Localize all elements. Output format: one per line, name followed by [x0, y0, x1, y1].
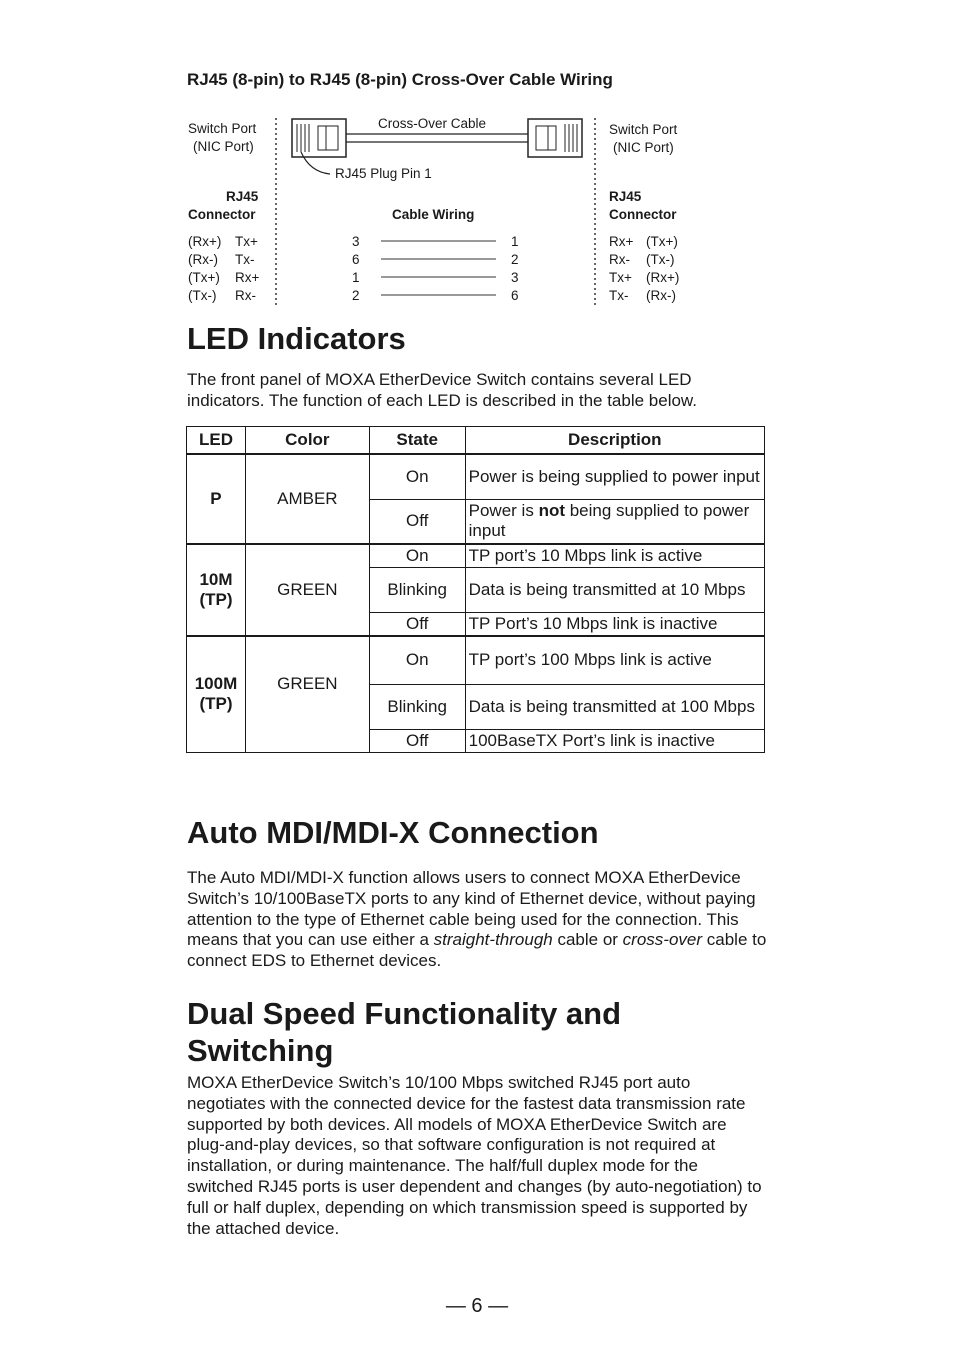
right-pin: 1: [511, 234, 519, 249]
left-signal-b: Rx+: [235, 270, 260, 285]
led-name-cell: [187, 636, 246, 752]
left-signal-a: (Tx-): [188, 288, 217, 303]
heading-line: Switching: [187, 1033, 334, 1068]
page-number: — 6 —: [445, 1295, 509, 1317]
state-cell: On: [369, 454, 465, 499]
led-name-line: 100M: [194, 674, 238, 694]
left-signal-a: (Rx-): [188, 252, 218, 267]
header-color: Color: [245, 427, 369, 455]
mdi-emphasis: straight-through: [433, 930, 553, 950]
heading-line: Dual Speed Functionality and: [187, 996, 622, 1031]
right-signal-a: Rx+: [609, 234, 634, 249]
left-signal-b: Rx-: [235, 288, 256, 303]
desc-emphasis: not: [538, 501, 565, 521]
right-signal-a: Tx-: [609, 288, 629, 303]
right-signal-b: (Tx+): [646, 234, 678, 249]
left-port-sub-label: (NIC Port): [193, 139, 254, 154]
desc-text: being supplied to power input: [468, 501, 750, 541]
cable-wiring-label: Cable Wiring: [392, 207, 475, 222]
right-connector-label-2: Connector: [609, 207, 677, 222]
left-signal-a: (Rx+): [188, 234, 222, 249]
right-connector-label: RJ45: [609, 189, 642, 204]
mdi-text: cable or: [552, 930, 623, 950]
description-cell: [465, 499, 764, 544]
led-color-cell: GREEN: [245, 544, 369, 636]
diagram-title: RJ45 (8-pin) to RJ45 (8-pin) Cross-Over Cable Wiring: [187, 70, 613, 89]
header-description: Description: [465, 427, 764, 455]
state-cell: Blinking: [369, 568, 465, 613]
right-pin: 3: [511, 270, 519, 285]
left-signal-b: Tx-: [235, 252, 255, 267]
right-pin: 2: [511, 252, 519, 267]
cable-line: [346, 134, 528, 142]
description-cell: TP port’s 10 Mbps link is active: [465, 544, 764, 568]
mdi-emphasis: cross-over: [622, 930, 703, 950]
right-signal-b: (Tx-): [646, 252, 675, 267]
dual-speed-heading: [187, 995, 621, 1069]
left-connector-label: RJ45: [226, 189, 259, 204]
state-cell: On: [369, 636, 465, 684]
description-cell: TP Port’s 10 Mbps link is inactive: [465, 613, 764, 637]
mdi-text: cable to connect EDS to Ethernet devices.: [187, 930, 767, 971]
description-cell: 100BaseTX Port’s link is inactive: [465, 729, 764, 752]
led-color-cell: AMBER: [245, 454, 369, 544]
led-name-line: (TP): [199, 590, 233, 609]
left-pin: 1: [352, 270, 360, 285]
state-cell: Off: [369, 499, 465, 544]
description-cell: Data is being transmitted at 10 Mbps: [465, 568, 764, 613]
led-name-line: (TP): [199, 694, 233, 714]
table-header-row: [187, 427, 765, 455]
state-cell: Off: [369, 729, 465, 752]
table-row: [187, 454, 765, 499]
left-connector-label-2: Connector: [188, 207, 256, 222]
left-pin: 2: [352, 288, 360, 303]
table-row: [187, 544, 765, 568]
left-pin: 3: [352, 234, 360, 249]
right-signal-b: (Rx+): [646, 270, 680, 285]
state-cell: On: [369, 544, 465, 568]
desc-text: Power is: [468, 501, 539, 521]
header-state: State: [369, 427, 465, 455]
state-cell: Off: [369, 613, 465, 637]
mdi-paragraph: [187, 868, 767, 972]
led-color-cell: GREEN: [245, 636, 369, 752]
left-signal-b: Tx+: [235, 234, 258, 249]
right-signal-b: (Rx-): [646, 288, 676, 303]
right-pin: 6: [511, 288, 519, 303]
right-port-sub-label: (NIC Port): [613, 140, 674, 155]
left-port-label: Switch Port: [188, 121, 257, 136]
plug-pin-label: RJ45 Plug Pin 1: [335, 166, 432, 181]
led-name-cell: P: [187, 454, 246, 544]
mdi-heading: Auto MDI/MDI-X Connection: [187, 815, 599, 850]
led-intro-paragraph: The front panel of MOXA EtherDevice Switch contains several LED indicators. The function of each LED is described in the table below.: [187, 370, 697, 410]
description-cell: Data is being transmitted at 100 Mbps: [465, 684, 764, 729]
left-pin: 6: [352, 252, 360, 267]
cable-drawing: [0, 0, 954, 320]
description-cell: TP port’s 100 Mbps link is active: [465, 636, 764, 684]
left-signal-a: (Tx+): [188, 270, 220, 285]
led-name-cell: [187, 544, 246, 636]
header-led: LED: [187, 427, 246, 455]
dual-speed-paragraph: MOXA EtherDevice Switch’s 10/100 Mbps switched RJ45 port auto negotiates with the connected device for the fastest data transmission rate supported by both devices. All models of MOXA EtherDevice Switch are plug-and-play devices, so that software configuration is not required at installation, or during maintenance. The half/full duplex mode for the switched RJ45 ports is user dependent and changes (by auto-negotiation) to full or half duplex, depending on which transmission speed is supported by the attached device.: [187, 1073, 762, 1238]
state-cell: Blinking: [369, 684, 465, 729]
mdi-text: The Auto MDI/MDI-X function allows users to connect MOXA EtherDevice Switch’s 10/100BaseTX ports to any kind of Ethernet device, without paying attention to the type of Ethernet cable being used for the connection. This means that you can use either a: [187, 868, 756, 950]
led-indicators-heading: LED Indicators: [187, 321, 406, 356]
cable-label: Cross-Over Cable: [378, 116, 487, 131]
led-table: [186, 426, 765, 753]
right-plug-icon: [528, 119, 582, 157]
right-port-label: Switch Port: [609, 122, 678, 137]
left-plug-icon: [292, 119, 346, 157]
led-name-line: 10M: [199, 570, 233, 589]
right-signal-a: Tx+: [609, 270, 632, 285]
description-cell: Power is being supplied to power input: [465, 454, 764, 499]
right-signal-a: Rx-: [609, 252, 630, 267]
table-row: [187, 636, 765, 684]
